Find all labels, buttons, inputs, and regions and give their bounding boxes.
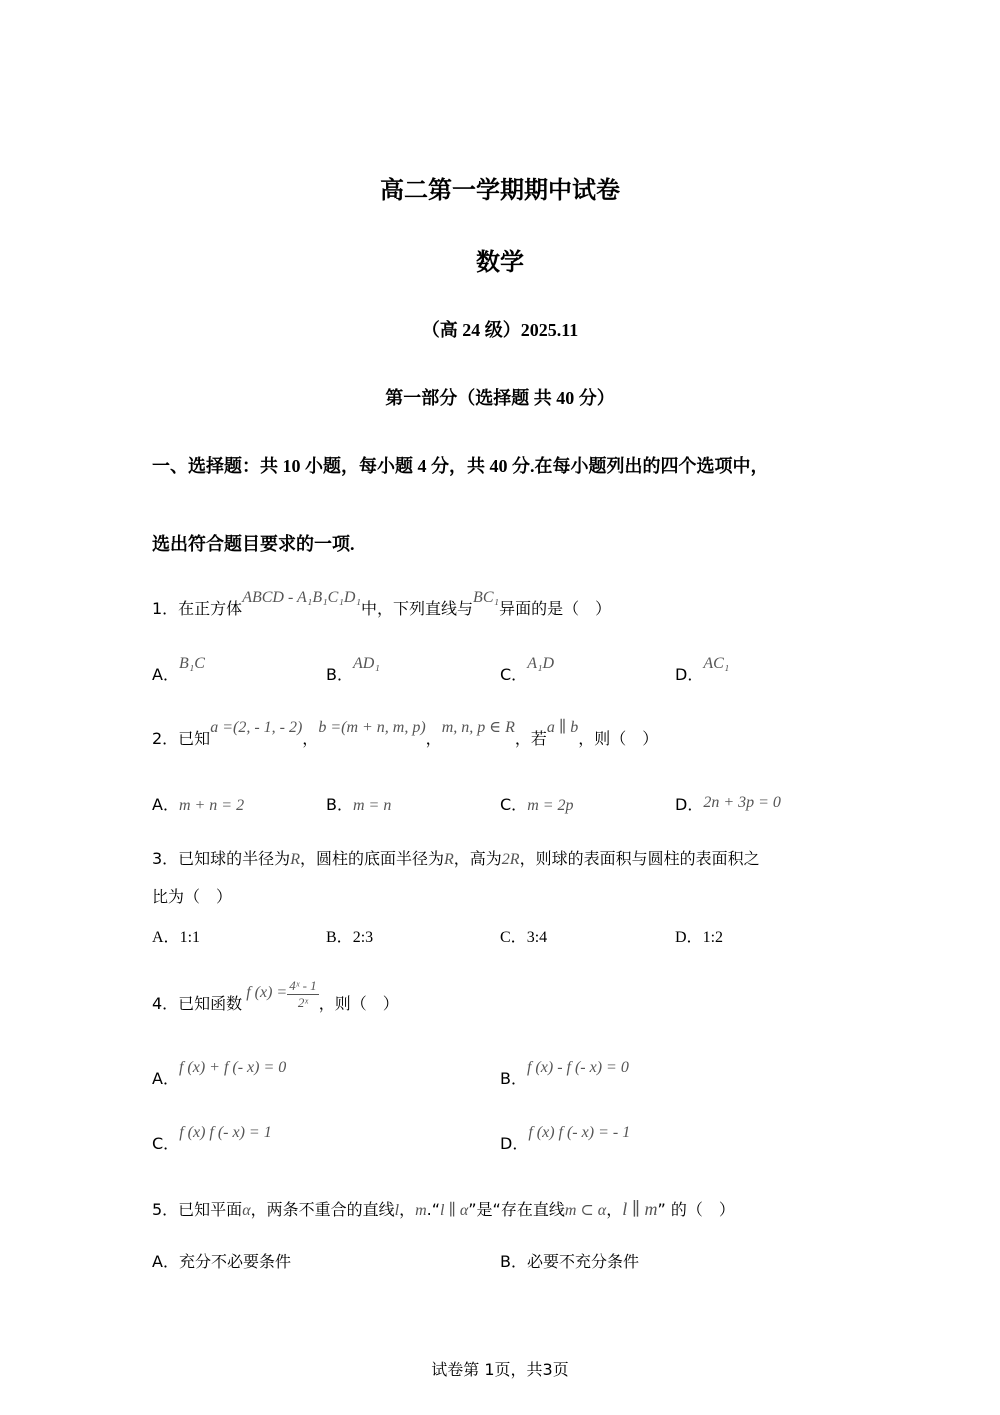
question-2: 2．已知a =(2, - 1, - 2)，b =(m + n, m, p)，m, n, p ∈ R，若a ∥ b，则（ ） xyxy=(152,719,659,748)
fraction: $\frac{\text{4ˣ - 1}}{\text{2ˣ}}$ xyxy=(289,978,317,1010)
q5-option-b: B．必要不充分条件 xyxy=(500,1252,639,1271)
q4-option-b: B．f (x) - f (- x) = 0 xyxy=(500,1059,629,1088)
q3-option-c: C．3:4 xyxy=(500,929,548,946)
q3-option-d: D．1:2 xyxy=(675,929,724,946)
q4-option-d: D．f (x) f (- x) = - 1 xyxy=(500,1124,631,1153)
grade-date: （高 24 级）2025.11 xyxy=(421,320,579,340)
question-4: 4．已知函数f (x) = $\frac{\text{4ˣ - 1}}{\text{2ˣ}}$ ，则（ ） xyxy=(152,978,399,1013)
section-instruction-line2: 选出符合题目要求的一项. xyxy=(152,534,355,554)
q2-option-b: B．m = n xyxy=(326,795,392,814)
q1-option-d: D．AC₁ xyxy=(675,655,730,684)
math-line: BC₁ xyxy=(473,589,500,606)
q5-option-a: A．充分不必要条件 xyxy=(152,1252,291,1271)
question-5: 5．已知平面α，两条不重合的直线l，m.“l ∥ α”是“存在直线m ⊂ α，l ∥ m” 的（ ） xyxy=(152,1199,735,1219)
q3-option-b: B．2:3 xyxy=(326,929,374,946)
q3-option-a: A．1:1 xyxy=(152,929,201,946)
question-1: 1．在正方体ABCD - A₁B₁C₁D₁中，下列直线与BC₁异面的是（ ） xyxy=(152,589,612,618)
question-3-line2: 比为（ ） xyxy=(152,887,233,906)
math-cube: ABCD - A₁B₁C₁D₁ xyxy=(242,589,362,606)
question-3: 3．已知球的半径为R，圆柱的底面半径为R，高为2R，则球的表面积与圆柱的表面积之 xyxy=(152,849,760,868)
q2-option-c: C．m = 2p xyxy=(500,795,574,814)
section-instruction-line1: 一、选择题：共 10 小题，每小题 4 分，共 40 分.在每小题列出的四个选项中， xyxy=(152,456,769,476)
subject-title: 数学 xyxy=(476,248,524,276)
page-footer: 试卷第 1页，共3页 xyxy=(431,1360,569,1379)
q1-option-c: C．A₁D xyxy=(500,655,555,684)
q4-option-a: A．f (x) + f (- x) = 0 xyxy=(152,1059,287,1088)
q4-option-c: C．f (x) f (- x) = 1 xyxy=(152,1124,272,1153)
q2-option-a: A．m + n = 2 xyxy=(152,795,245,814)
exam-title: 高二第一学期期中试卷 xyxy=(380,176,620,204)
q1-option-a: A．B₁C xyxy=(152,655,205,684)
part-heading: 第一部分（选择题 共 40 分） xyxy=(385,388,615,408)
q2-option-d: D．2n + 3p = 0 xyxy=(675,794,781,814)
q1-option-b: B．AD₁ xyxy=(326,655,380,684)
